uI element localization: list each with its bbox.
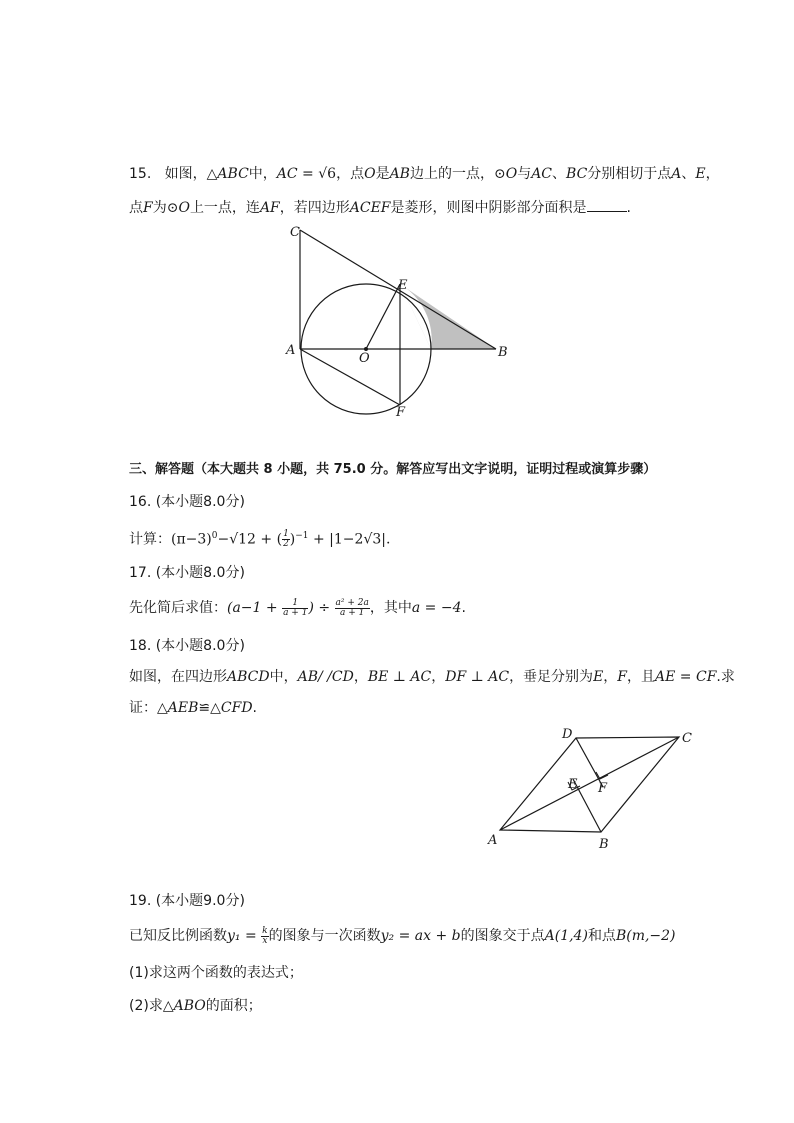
q18-text: 中， [269, 669, 298, 685]
triangle-symbol: △ [206, 166, 218, 182]
q15-text: 是 [375, 166, 390, 182]
q19-sub1: (1)求这两个函数的表达式； [129, 965, 303, 981]
diagonal-ac [500, 737, 679, 830]
q17-header: 17. (本小题8.0分) [129, 565, 245, 581]
math-perp: BE ⊥ AC [367, 669, 432, 685]
q15-text: 是菱形，则图中阴影部分面积是 [390, 200, 587, 216]
frac-den: 2 [283, 539, 289, 550]
math-expr: −√12 + ( [217, 531, 283, 548]
label-o: O [359, 351, 370, 366]
math-exp: −1 [295, 531, 309, 541]
circle-symbol: ⊙ [166, 200, 179, 216]
q19-text: 已知反比例函数 [129, 928, 227, 944]
math-expr: ) ÷ [308, 600, 335, 616]
math-expr: + |1−2√3|. [308, 531, 391, 548]
frac-den: x [262, 935, 268, 946]
fraction-k-x [261, 927, 268, 946]
math-o: O [505, 166, 518, 182]
math-eq: AE = CF [655, 669, 717, 685]
math-ac: AC [276, 166, 298, 182]
q18-text: .求 [716, 669, 735, 685]
q15-text: 为 [152, 200, 167, 216]
section3-title: 三、解答题（本大题共 8 小题，共 75.0 分。解答应写出文字说明，证明过程或演算步骤） [129, 462, 657, 477]
q15-text: ， [705, 166, 720, 182]
q18-text: ， [603, 669, 618, 685]
math-o: O [364, 166, 376, 182]
math-cond: a = −4 [411, 600, 462, 616]
math-f: F [617, 669, 628, 685]
math-y2: y₂ = ax + b [380, 928, 461, 944]
q15-text: 点 [129, 200, 143, 216]
math-abc: ABC [217, 166, 249, 182]
math-e: E [695, 166, 706, 182]
q19-sub2 [129, 996, 262, 1016]
math-y1: y₁ = [227, 928, 262, 944]
q18-text: 如图，在四边形 [129, 669, 227, 685]
label-a: A [488, 833, 498, 848]
q18-text: ，且 [627, 669, 656, 685]
math-ab: AB [389, 166, 410, 182]
math-point-a: A(1,4) [544, 928, 588, 944]
label-c: C [682, 731, 692, 746]
math-parallel: AB/ /CD [297, 669, 354, 685]
frac-num: k [262, 925, 268, 936]
q15-text: 分别相切于点 [587, 166, 672, 182]
label-a: A [286, 343, 296, 358]
label-b: B [498, 345, 508, 360]
q15-text: 、 [681, 166, 696, 182]
q17-text: 先化简后求值： [129, 600, 227, 616]
q19-text: 的面积； [205, 998, 262, 1014]
q15-text: 、 [552, 166, 567, 182]
math-expr: ) [289, 531, 296, 548]
math-f: F [143, 200, 153, 216]
frac-num: 1 [283, 529, 289, 540]
q15-text: 如图， [164, 166, 207, 182]
circle-symbol: ⊙ [493, 166, 506, 182]
math-sqrt6: = √6 [297, 166, 337, 182]
q15-text: 上一点，连 [189, 200, 260, 216]
label-c: C [290, 225, 300, 240]
q19-text: 和点 [587, 928, 616, 944]
q15-text: ，点 [336, 166, 365, 182]
math-acef: ACEF [349, 200, 391, 216]
q18-header: 18. (本小题8.0分) [129, 638, 245, 654]
q19-header: 19. (本小题9.0分) [129, 893, 245, 909]
math-tri: △CFD [210, 700, 253, 716]
q19-text: 的图象与一次函数 [268, 928, 381, 944]
label-d: D [562, 727, 573, 742]
q18-text: ，垂足分别为 [509, 669, 594, 685]
q16-header: 16. (本小题8.0分) [129, 494, 245, 510]
q18-text: . [252, 700, 257, 716]
math-tri: △AEB [157, 700, 199, 716]
q19-line1 [129, 926, 676, 946]
math-ac: AC [531, 166, 553, 182]
frac-num: 1 [282, 599, 308, 609]
math-e: E [593, 669, 604, 685]
q18-text: ， [353, 669, 368, 685]
math-abcd: ABCD [227, 669, 270, 685]
math-expr: (a−1 + [227, 600, 283, 616]
math-perp: DF ⊥ AC [445, 669, 510, 685]
math-point-b: B(m,−2) [615, 928, 676, 944]
math-a: A [671, 166, 682, 182]
q17-text: . [461, 600, 466, 616]
label-e: E [398, 278, 408, 293]
frac-den: a + 1 [283, 607, 308, 618]
math-tri: △ABO [162, 998, 206, 1014]
q18-text: ， [431, 669, 446, 685]
q15-text: ，若四边形 [279, 200, 350, 216]
math-expr: (π−3) [171, 531, 212, 548]
math-o: O [178, 200, 190, 216]
frac-den: a + 1 [340, 607, 365, 618]
math-bc: BC [566, 166, 588, 182]
label-f: F [598, 781, 608, 796]
segment-df [576, 738, 603, 787]
q19-text: 的图象交于点 [460, 928, 545, 944]
q18-text: 证： [129, 700, 157, 716]
congruent-symbol: ≌ [198, 700, 211, 716]
q15-text: 与 [517, 166, 532, 182]
q15-text: 边上的一点， [409, 166, 494, 182]
label-b: B [599, 837, 609, 852]
q16-text: 计算： [129, 531, 171, 548]
q15-number: 15. [129, 166, 152, 182]
q15-text: 中， [248, 166, 277, 182]
label-e: E [568, 777, 578, 792]
q19-text: (2)求 [129, 998, 163, 1014]
label-f: F [396, 405, 406, 420]
math-af: AF [259, 200, 280, 216]
q15-text: . [626, 200, 631, 216]
frac-num: a² + 2a [335, 597, 369, 608]
math-exp: 0 [211, 531, 218, 541]
q17-text: ，其中 [369, 600, 412, 616]
